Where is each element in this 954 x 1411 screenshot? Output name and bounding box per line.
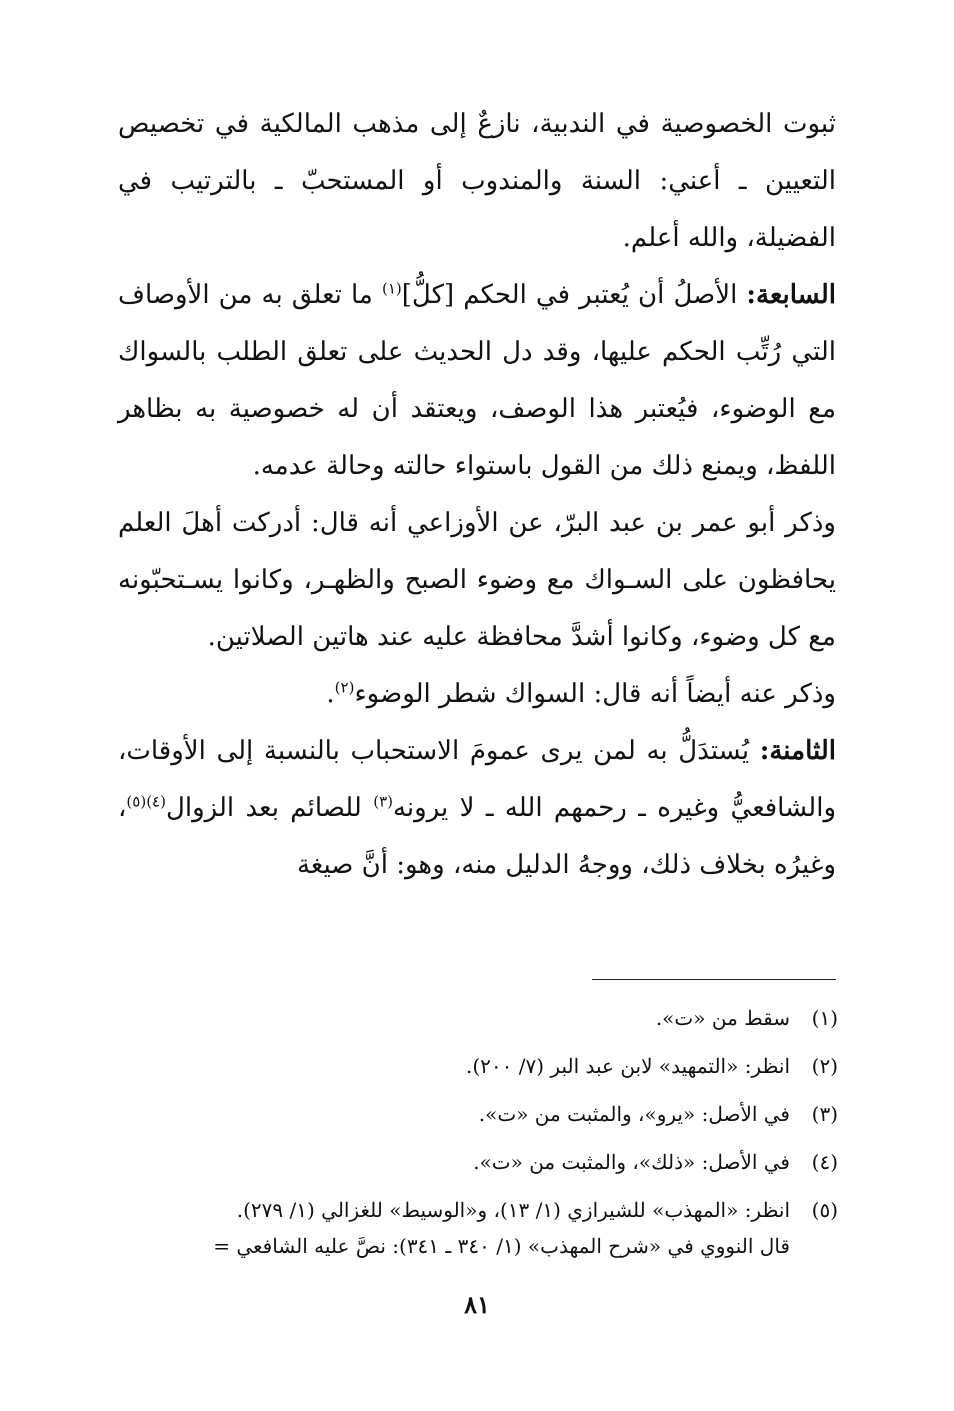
footnote-number: (٣) bbox=[811, 1102, 838, 1126]
paragraph-5 bbox=[118, 723, 836, 894]
footnote-number: (٤) bbox=[811, 1150, 838, 1174]
paragraph-1-text: ثبوت الخصوصية في الندبية، نازعٌ إلى مذهب المالكية في تخصيص التعيين ـ أعني: السنة والمندوب أو المستحبّ ـ بالترتيب في الفضيلة، والله أعلم. bbox=[118, 109, 836, 253]
section-heading-eighth: الثامنة: bbox=[759, 736, 836, 766]
footnote-text: في الأصل: «ذلك»، والمثبت من «ت». bbox=[473, 1150, 790, 1174]
page-number: ٨١ bbox=[464, 1290, 490, 1319]
footnote-ref-5[interactable]: (٥) bbox=[126, 792, 147, 811]
paragraph-4 bbox=[118, 666, 836, 723]
footnote-text: سقط من «ت». bbox=[655, 1006, 790, 1030]
footnote-1 bbox=[118, 994, 838, 1042]
paragraph-3 bbox=[118, 495, 836, 666]
paragraph-2-text-a: الأصلُ أن يُعتبر في الحكم [كلُّ] bbox=[401, 280, 747, 310]
paragraph-2 bbox=[118, 267, 836, 495]
paragraph-4-text-b: . bbox=[326, 679, 335, 709]
footnote-text: انظر: «التمهيد» لابن عبد البر (٧/ ٢٠٠). bbox=[465, 1054, 790, 1078]
footnote-4 bbox=[118, 1138, 838, 1186]
paragraph-2-text-b: ما تعلق به من الأوصاف التي رُتِّب الحكم عليها، وقد دل الحديث على تعلق الطلب بالسواك مع الوضوء، فيُعتبر هذا الوصف، ويعتقد أن له خصوصية به بظاهر اللفظ، ويمنع ذلك من القول باستواء حالته وحالة عدمه. bbox=[118, 280, 836, 481]
footnote-ref-3[interactable]: (٣) bbox=[373, 792, 393, 811]
footnote-number: (٢) bbox=[811, 1054, 838, 1078]
paragraph-5-text-a: يُستدَلُّ به لمن يرى عمومَ الاستحباب بالنسبة إلى الأوقات، والشافعيُّ وغيره ـ رحمهم الله ـ لا يرونه bbox=[118, 736, 837, 823]
section-heading-seventh: السابعة: bbox=[746, 280, 836, 310]
footnote-text: انظر: «المهذب» للشيرازي (١/ ١٣)، و«الوسيط» للغزالي (١/ ٢٧٩). bbox=[236, 1198, 790, 1222]
footnotes bbox=[118, 994, 838, 1264]
footnote-2 bbox=[118, 1042, 838, 1090]
paragraph-5-text-c: ، وغيرُه بخلاف ذلك، ووجهُ الدليل منه، وهو: أنَّ صيغة bbox=[118, 793, 836, 880]
paragraph-1 bbox=[118, 96, 836, 267]
paragraph-4-text-a: وذكر عنه أيضاً أنه قال: السواك شطر الوضوء bbox=[354, 679, 836, 709]
paragraph-3-text: وذكر أبو عمر بن عبد البرّ، عن الأوزاعي أنه قال: أدركت أهلَ العلم يحافظون على السـواك مع وضوء الصبح والظهـر، وكانوا يسـتحبّونه مع كل وضوء، وكانوا أشدَّ محافظة عليه عند هاتين الصلاتين. bbox=[118, 508, 836, 652]
footnote-text: في الأصل: «يرو»، والمثبت من «ت». bbox=[478, 1102, 790, 1126]
footnote-number: (١) bbox=[811, 1006, 838, 1030]
footnote-ref-1[interactable]: (١) bbox=[381, 279, 402, 298]
footnote-divider bbox=[592, 979, 836, 980]
main-text bbox=[118, 96, 836, 894]
paragraph-5-text-b: للصائم بعد الزوال bbox=[165, 793, 374, 823]
footnote-5 bbox=[118, 1186, 838, 1264]
footnote-ref-2[interactable]: (٢) bbox=[334, 678, 355, 697]
footnote-3 bbox=[118, 1090, 838, 1138]
footnote-number: (٥) bbox=[811, 1198, 838, 1222]
footnote-continuation: قال النووي في «شرح المهذب» (١/ ٣٤٠ ـ ٣٤١): نصَّ عليه الشافعي = bbox=[213, 1234, 790, 1258]
footnote-ref-4[interactable]: (٤) bbox=[146, 792, 166, 811]
